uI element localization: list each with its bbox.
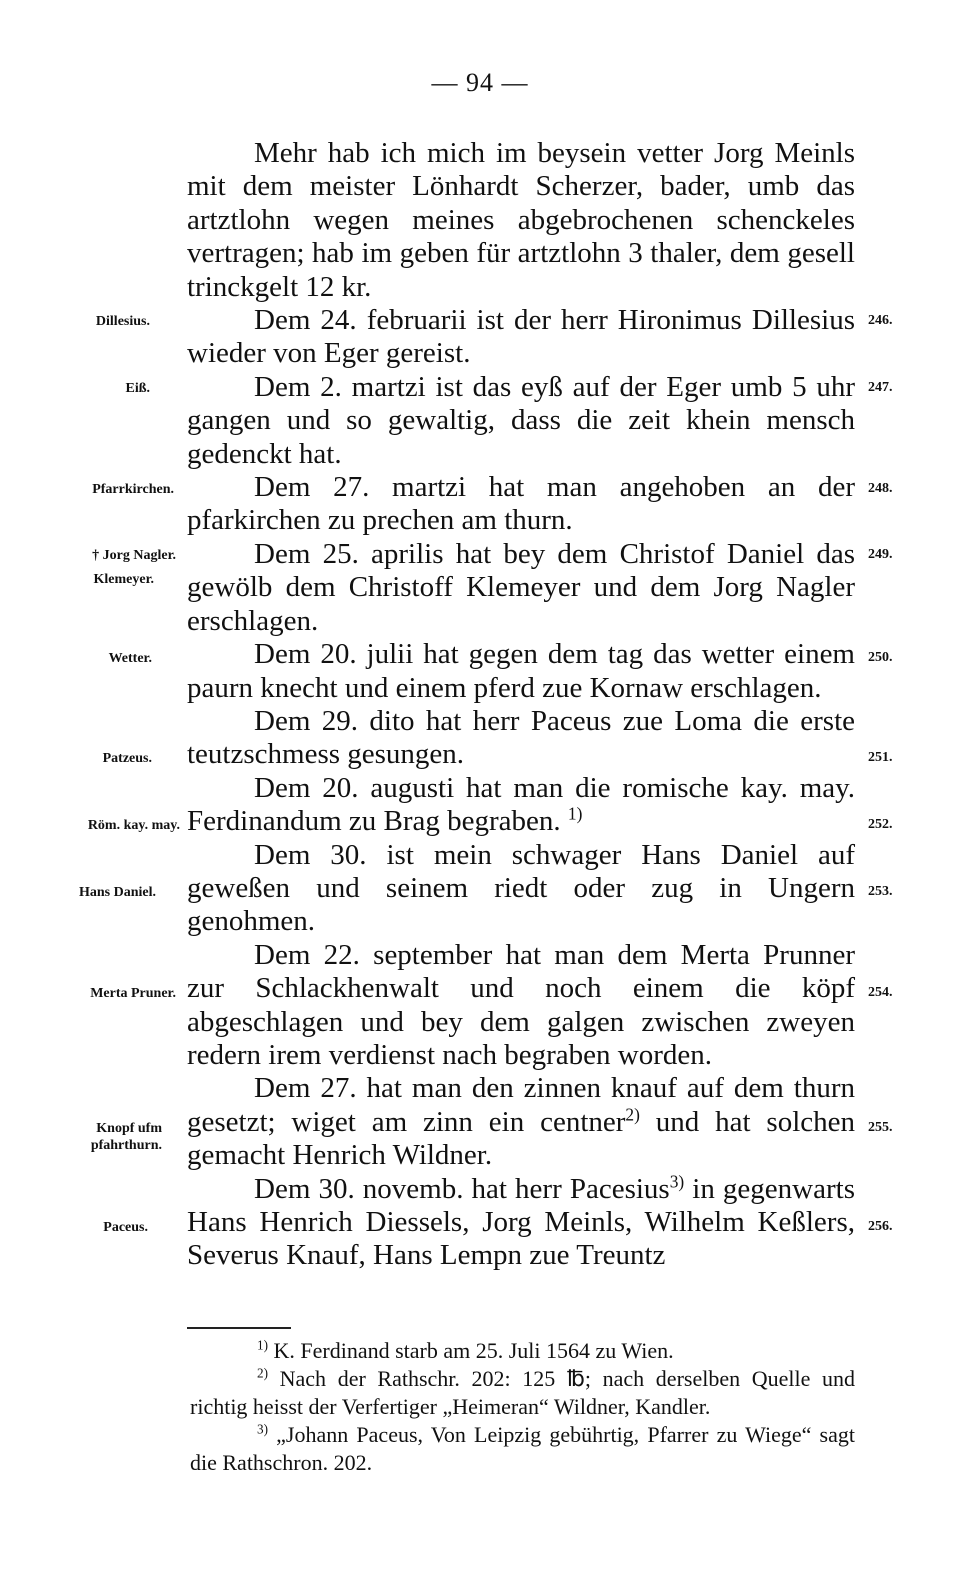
footnote-text: Nach der Rathschr. 202: 125 ℔; nach derselben Quelle und richtig heisst der Verfertiger „Heimeran“ Wildner, Kandler. <box>190 1366 856 1419</box>
footnote <box>190 1337 855 1365</box>
paragraph-text: Dem 30. ist mein schwager Hans Daniel auf geweßen und seinem riedt oder zug in Ungern genohmen. <box>187 838 855 938</box>
paragraph-text: in gegenwarts Hans Henrich Diessels, Jorg Meinls, Wilhelm Keßlers, Severus Knauf, Hans Lempn zue Treuntz <box>187 1172 855 1272</box>
entry-number: 247. <box>868 380 893 395</box>
paragraph-text: Dem 30. novemb. hat herr Pacesius <box>254 1172 670 1205</box>
entry-number: 249. <box>868 547 893 562</box>
paragraph <box>187 1072 855 1172</box>
paragraph-text: Dem 27. martzi hat man angehoben an der pfarkirchen zu prechen am thurn. <box>187 471 855 537</box>
margin-note: Merta Pruner. <box>90 986 176 1001</box>
margin-note: † Jorg Nagler. <box>92 548 176 563</box>
footnote-ref: 3) <box>669 1170 685 1191</box>
margin-note: Pfarrkirchen. <box>92 482 174 497</box>
paragraph-text: Dem 22. september hat man dem Merta Prunner zur Schlackhenwalt und noch einem die köpf abgeschlagen und bey dem galgen zwischen zweyen redern irem verdienst nach begraben worden. <box>187 938 855 1071</box>
paragraph <box>187 1170 855 1273</box>
entry-number: 255. <box>868 1120 893 1135</box>
margin-note: Paceus. <box>103 1220 148 1235</box>
paragraph-text: und hat solchen gemacht Henrich Wildner. <box>187 1105 855 1172</box>
paragraph-text: Dem 24. februarii ist der herr Hironimus Dillesius wieder von Eger gereist. <box>187 304 855 370</box>
footnote-ref: 1) <box>567 803 583 824</box>
margin-note: Klemeyer. <box>93 572 154 587</box>
footnotes <box>190 1337 855 1477</box>
footnote-rule <box>187 1327 291 1329</box>
paragraph <box>187 371 855 471</box>
entry-number: 252. <box>868 817 893 832</box>
paragraph <box>187 772 855 839</box>
paragraph-text: Dem 20. augusti hat man die romische kay. may. Ferdinandum zu Brag begraben. <box>187 771 855 838</box>
margin-note: Hans Daniel. <box>78 885 156 900</box>
footnote-ref: 2) <box>625 1104 640 1125</box>
paragraph <box>187 538 855 638</box>
footnote-mark: 3) <box>257 1421 268 1437</box>
margin-note: Eiß. <box>125 381 150 396</box>
paragraph-text: Dem 25. aprilis hat bey dem Christof Daniel das gewölb dem Christoff Klemeyer und dem Jorg Nagler erschlagen. <box>187 537 855 637</box>
paragraph <box>187 705 855 772</box>
paragraph-text: Dem 29. dito hat herr Paceus zue Loma die erste teutzschmess gesungen. <box>187 704 855 771</box>
paragraph <box>187 939 855 1073</box>
footnote-text: „Johann Paceus, Von Leipzig gebührtig, Pfarrer zu Wiege“ sagt die Rathschron. 202. <box>190 1422 856 1475</box>
margin-note: Patzeus. <box>102 751 152 766</box>
main-text <box>187 137 855 1273</box>
entry-number: 250. <box>868 650 893 665</box>
page-number: — 94 — <box>431 68 529 97</box>
margin-note: Röm. kay. may. <box>87 818 180 833</box>
paragraph-text: Dem 27. hat man den zinnen knauf auf dem thurn gesetzt; wiget am zinn ein centner <box>187 1072 855 1138</box>
entry-number: 248. <box>868 481 893 496</box>
paragraph <box>187 839 855 939</box>
footnote-mark: 2) <box>257 1365 268 1381</box>
footnote <box>190 1365 855 1421</box>
entry-number: 253. <box>868 884 893 899</box>
entry-number: 256. <box>868 1219 893 1234</box>
margin-note: Knopf ufm pfahrthurn. <box>90 1121 162 1153</box>
footnote-text: K. Ferdinand starb am 25. Juli 1564 zu Wien. <box>273 1338 674 1363</box>
paragraph <box>187 304 855 371</box>
paragraph <box>187 638 855 705</box>
margin-note: Dillesius. <box>95 314 150 329</box>
margin-note: Wetter. <box>108 651 152 666</box>
paragraph <box>187 137 855 304</box>
paragraph-text: Dem 2. martzi ist das eyß auf der Eger umb 5 uhr gangen und so gewaltig, dass die zeit khein mensch gedenckt hat. <box>187 370 855 470</box>
paragraph-text: Dem 20. julii hat gegen dem tag das wetter einem paurn knecht und einem pferd zue Kornaw erschlagen. <box>187 638 855 704</box>
footnote <box>190 1421 855 1477</box>
entry-number: 254. <box>868 985 893 1000</box>
footnote-mark: 1) <box>257 1337 268 1353</box>
entry-number: 246. <box>868 313 893 328</box>
paragraph <box>187 471 855 538</box>
entry-number: 251. <box>868 750 893 765</box>
paragraph-text: Mehr hab ich mich im beysein vetter Jorg Meinls mit dem meister Lönhardt Scherzer, bader, umb das artztlohn wegen meines abgebrochenen schenckeles vertragen; hab im geben für artztlohn 3 thaler, dem gesell trinckgelt 12 kr. <box>187 137 855 303</box>
